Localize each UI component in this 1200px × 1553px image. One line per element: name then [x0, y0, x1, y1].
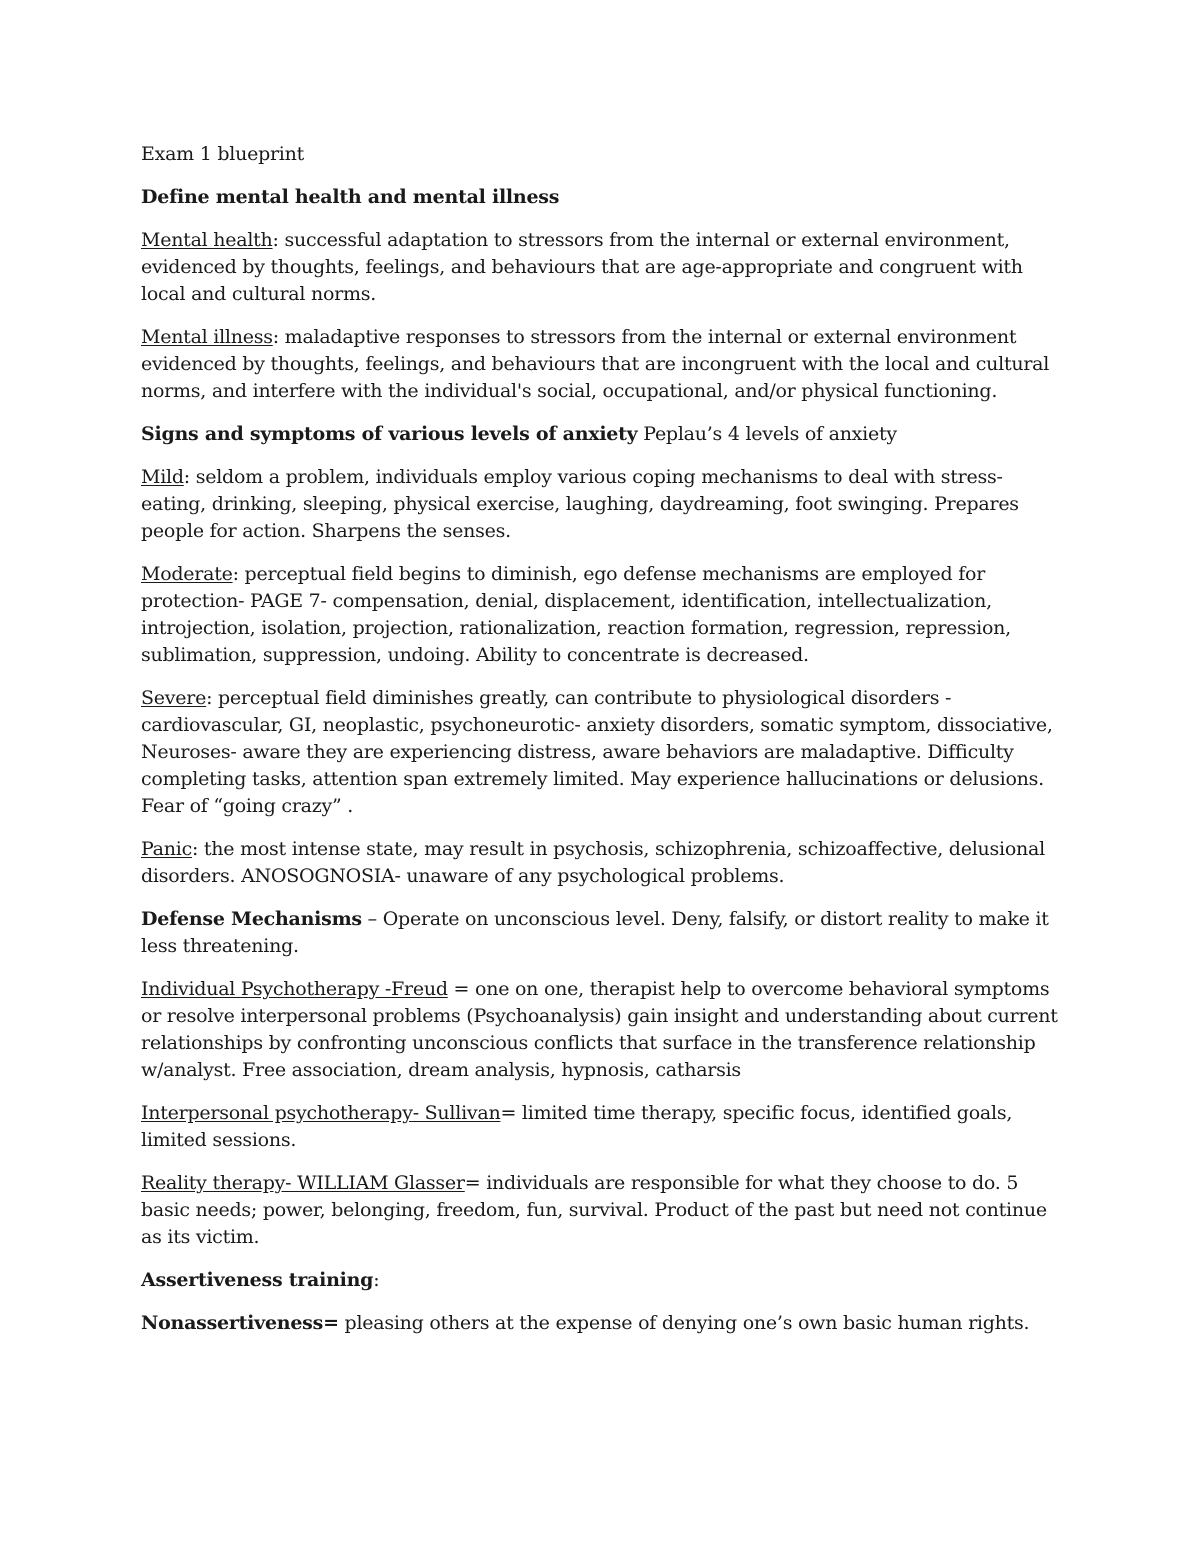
definition-text: : maladaptive responses to stressors from the internal or external environment evidenced by thoughts, feelings, and behaviours that are incongruent with the local and cultural norms, and interfere with the individual's social, occupational, and/or physical functioning. — [141, 326, 1050, 402]
term-severe: Severe — [141, 687, 207, 709]
term-panic: Panic — [141, 838, 192, 860]
heading-nonassertiveness — [141, 1310, 1071, 1337]
definition-text: : the most intense state, may result in psychosis, schizophrenia, schizoaffective, delusional disorders. ANOSOGNOSIA- unaware of any psychological problems. — [141, 838, 1045, 887]
definition-text: : seldom a problem, individuals employ various coping mechanisms to deal with stress- eating, drinking, sleeping, physical exercise, laughing, daydreaming, foot swinging. Prepares people for action. Sharpens the senses. — [141, 466, 1019, 542]
heading-defense-mechanisms — [141, 906, 1071, 960]
definition-text: = individuals are responsible for what they choose to do. 5 basic needs; power, belonging, freedom, fun, survival. Product of the past but need not continue as its victim. — [141, 1172, 1047, 1248]
heading-rest: Peplau’s 4 levels of anxiety — [637, 423, 897, 445]
definition-text: : perceptual field begins to diminish, ego defense mechanisms are employed for protection- PAGE 7- compensation, denial, displacement, identification, intellectualization, introjection, isolation, projection, rationalization, reaction formation, regression, repression, sublimation, suppression, undoing. Ability to concentrate is decreased. — [141, 563, 1011, 666]
term-interpersonal-psychotherapy: Interpersonal psychotherapy- Sullivan — [141, 1102, 501, 1124]
definition-text: : successful adaptation to stressors from the internal or external environment, evidenced by thoughts, feelings, and behaviours that are age-appropriate and congruent with local and cultural norms. — [141, 229, 1023, 305]
definition-text: : perceptual field diminishes greatly, can contribute to physiological disorders -cardiovascular, GI, neoplastic, psychoneurotic- anxiety disorders, somatic symptom, dissociative, Neuroses- aware they are experiencing distress, aware behaviors are maladaptive. Difficulty completing tasks, attention span extremely limited. May experience hallucinations or delusions. Fear of “going crazy” . — [141, 687, 1053, 817]
term-mental-illness: Mental illness — [141, 326, 273, 348]
definition-mental-illness — [141, 324, 1071, 405]
definition-text: = limited time therapy, specific focus, identified goals, limited sessions. — [141, 1102, 1013, 1151]
document-title: Exam 1 blueprint — [141, 143, 305, 165]
therapy-individual-psychotherapy — [141, 976, 1071, 1084]
term-individual-psychotherapy: Individual Psychotherapy -Freud — [141, 978, 448, 1000]
heading-anxiety-levels — [141, 421, 1071, 448]
term-mild: Mild — [141, 466, 184, 488]
definition-text: = one on one, therapist help to overcome behavioral symptoms or resolve interpersonal problems (Psychoanalysis) gain insight and understanding about current relationships by confronting unconscious conflicts that surface in the transference relationship w/analyst. Free association, dream analysis, hypnosis, catharsis — [141, 978, 1058, 1081]
heading-rest: pleasing others at the expense of denying one’s own basic human rights. — [338, 1312, 1030, 1334]
heading-assertiveness-training — [141, 1267, 1071, 1294]
term-moderate: Moderate — [141, 563, 233, 585]
term-reality-therapy: Reality therapy- WILLIAM Glasser — [141, 1172, 465, 1194]
anxiety-mild — [141, 464, 1071, 545]
heading-rest: – Operate on unconscious level. Deny, falsify, or distort reality to make it less threatening. — [141, 908, 1049, 957]
anxiety-severe — [141, 685, 1071, 820]
document-page — [141, 141, 1071, 1353]
heading-text: Signs and symptoms of various levels of anxiety — [141, 423, 638, 445]
heading-text: Define mental health and mental illness — [141, 186, 560, 208]
heading-rest: : — [373, 1269, 380, 1291]
therapy-reality-therapy — [141, 1170, 1071, 1251]
therapy-interpersonal-psychotherapy — [141, 1100, 1071, 1154]
anxiety-panic — [141, 836, 1071, 890]
heading-text: Nonassertiveness= — [141, 1312, 339, 1334]
heading-text: Defense Mechanisms — [141, 908, 362, 930]
definition-mental-health — [141, 227, 1071, 308]
heading-text: Assertiveness training — [141, 1269, 374, 1291]
heading-mental-health-illness — [141, 184, 1071, 211]
anxiety-moderate — [141, 561, 1071, 669]
term-mental-health: Mental health — [141, 229, 273, 251]
